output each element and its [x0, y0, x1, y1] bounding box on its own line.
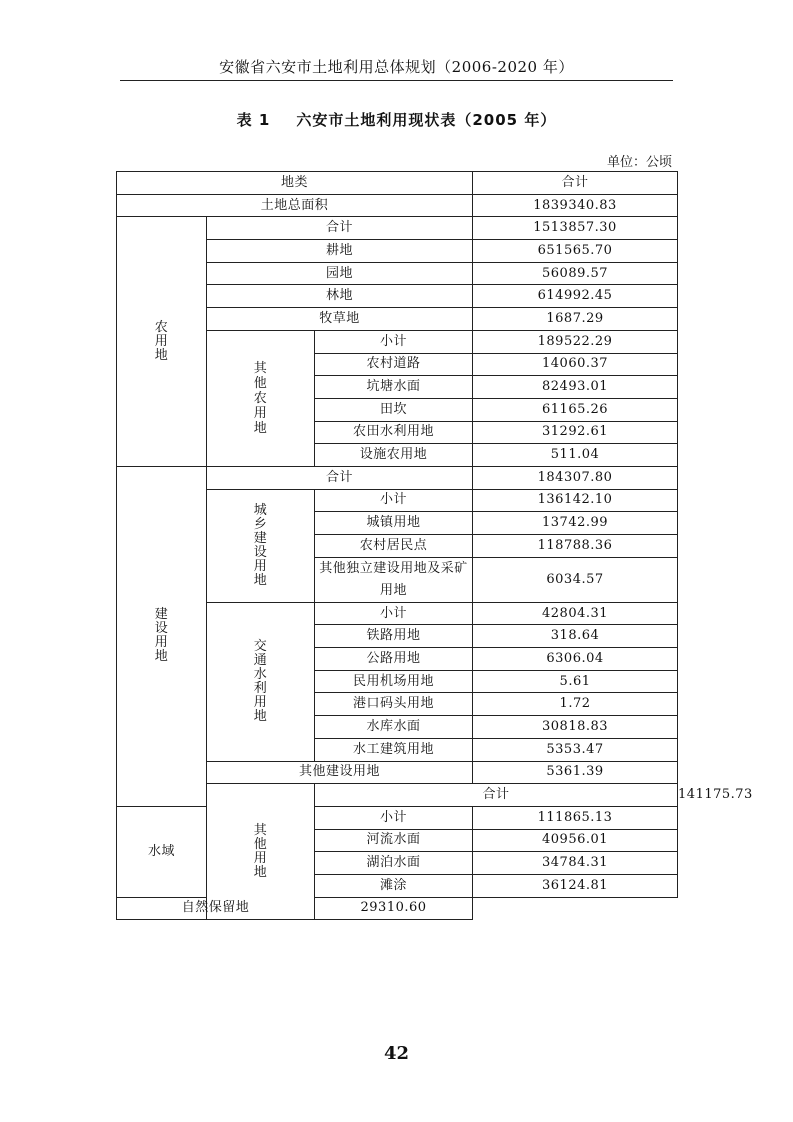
- row-label: 小计: [315, 602, 473, 625]
- row-label: 公路用地: [315, 648, 473, 671]
- table-row: [117, 897, 678, 920]
- row-value: 34784.31: [473, 852, 678, 875]
- row-value: 1.72: [473, 693, 678, 716]
- row-label: 河流水面: [315, 829, 473, 852]
- row-value: 61165.26: [473, 398, 678, 421]
- row-label: 合计: [315, 784, 678, 807]
- table-title-text: 六安市土地利用现状表（2005 年）: [296, 111, 557, 129]
- row-label: 港口码头用地: [315, 693, 473, 716]
- land-use-table: [116, 171, 753, 920]
- row-value: 13742.99: [473, 512, 678, 535]
- row-value: 111865.13: [473, 806, 678, 829]
- table-row: [117, 806, 678, 829]
- row-label: 设施农用地: [315, 444, 473, 467]
- row-value: 1513857.30: [473, 217, 678, 240]
- running-header: 安徽省六安市土地利用总体规划（2006-2020 年）: [219, 58, 574, 76]
- row-label: 湖泊水面: [315, 852, 473, 875]
- row-label: 滩涂: [315, 874, 473, 897]
- row-label: 其他建设用地: [207, 761, 473, 784]
- row-label: 合计: [207, 217, 473, 240]
- row-label: 耕地: [207, 240, 473, 263]
- row-label: 铁路用地: [315, 625, 473, 648]
- row-label: 合计: [207, 466, 473, 489]
- row-label: 自然保留地: [117, 897, 315, 920]
- row-label: 小计: [315, 489, 473, 512]
- row-label: 水工建筑用地: [315, 738, 473, 761]
- row-label: 民用机场用地: [315, 670, 473, 693]
- group-label-farmland: 农用地: [117, 217, 207, 467]
- row-value: 118788.36: [473, 535, 678, 558]
- row-value: 42804.31: [473, 602, 678, 625]
- row-label: 林地: [207, 285, 473, 308]
- subgroup-label-urban-rural: 城乡建设用地: [207, 489, 315, 602]
- subgroup-label-water: 水域: [117, 806, 207, 897]
- row-value: 82493.01: [473, 376, 678, 399]
- row-label: 坑塘水面: [315, 376, 473, 399]
- row-value: 36124.81: [473, 874, 678, 897]
- row-value: 136142.10: [473, 489, 678, 512]
- table-row: [117, 466, 678, 489]
- row-value: 29310.60: [315, 897, 473, 920]
- row-value: 318.64: [473, 625, 678, 648]
- row-value: 1687.29: [473, 308, 678, 331]
- row-value: 5.61: [473, 670, 678, 693]
- row-value: 5353.47: [473, 738, 678, 761]
- page-number: 42: [383, 1043, 410, 1064]
- table-row: [117, 217, 678, 240]
- row-label: 城镇用地: [315, 512, 473, 535]
- table-row: [117, 194, 678, 217]
- row-value: 5361.39: [473, 761, 678, 784]
- row-value: 6306.04: [473, 648, 678, 671]
- table-number: 表 1: [236, 111, 271, 129]
- table-header-row: [117, 172, 678, 195]
- row-value: 651565.70: [473, 240, 678, 263]
- table-title: [0, 109, 793, 130]
- row-label: 园地: [207, 262, 473, 285]
- group-label-other-land: 其他用地: [207, 784, 315, 920]
- unit-label: 单位：公顷: [606, 155, 672, 170]
- row-label: 土地总面积: [117, 194, 473, 217]
- column-header-total: 合计: [473, 172, 678, 195]
- row-label: 农田水利用地: [315, 421, 473, 444]
- row-label: 农村道路: [315, 353, 473, 376]
- header-rule: [120, 80, 673, 81]
- row-value: 189522.29: [473, 330, 678, 353]
- row-label: 牧草地: [207, 308, 473, 331]
- group-label-construction: 建设用地: [117, 466, 207, 806]
- row-value: 184307.80: [473, 466, 678, 489]
- row-value: 1839340.83: [473, 194, 678, 217]
- row-label: 小计: [315, 806, 473, 829]
- row-label: 田坎: [315, 398, 473, 421]
- row-value: 31292.61: [473, 421, 678, 444]
- table-row: 其他用地 合计 141175.73: [117, 784, 678, 807]
- row-value: 56089.57: [473, 262, 678, 285]
- row-value: 511.04: [473, 444, 678, 467]
- row-label: 小计: [315, 330, 473, 353]
- row-value: 614992.45: [473, 285, 678, 308]
- row-label: 农村居民点: [315, 535, 473, 558]
- row-label: 其他独立建设用地及采矿用地: [315, 557, 473, 602]
- column-header-class: 地类: [117, 172, 473, 195]
- row-label: 水库水面: [315, 716, 473, 739]
- row-value: 30818.83: [473, 716, 678, 739]
- subgroup-label-transport-water: 交通水利用地: [207, 602, 315, 761]
- row-value: 6034.57: [473, 557, 678, 602]
- row-value: 14060.37: [473, 353, 678, 376]
- subgroup-label-other-farmland: 其他农用地: [207, 330, 315, 466]
- row-value: 40956.01: [473, 829, 678, 852]
